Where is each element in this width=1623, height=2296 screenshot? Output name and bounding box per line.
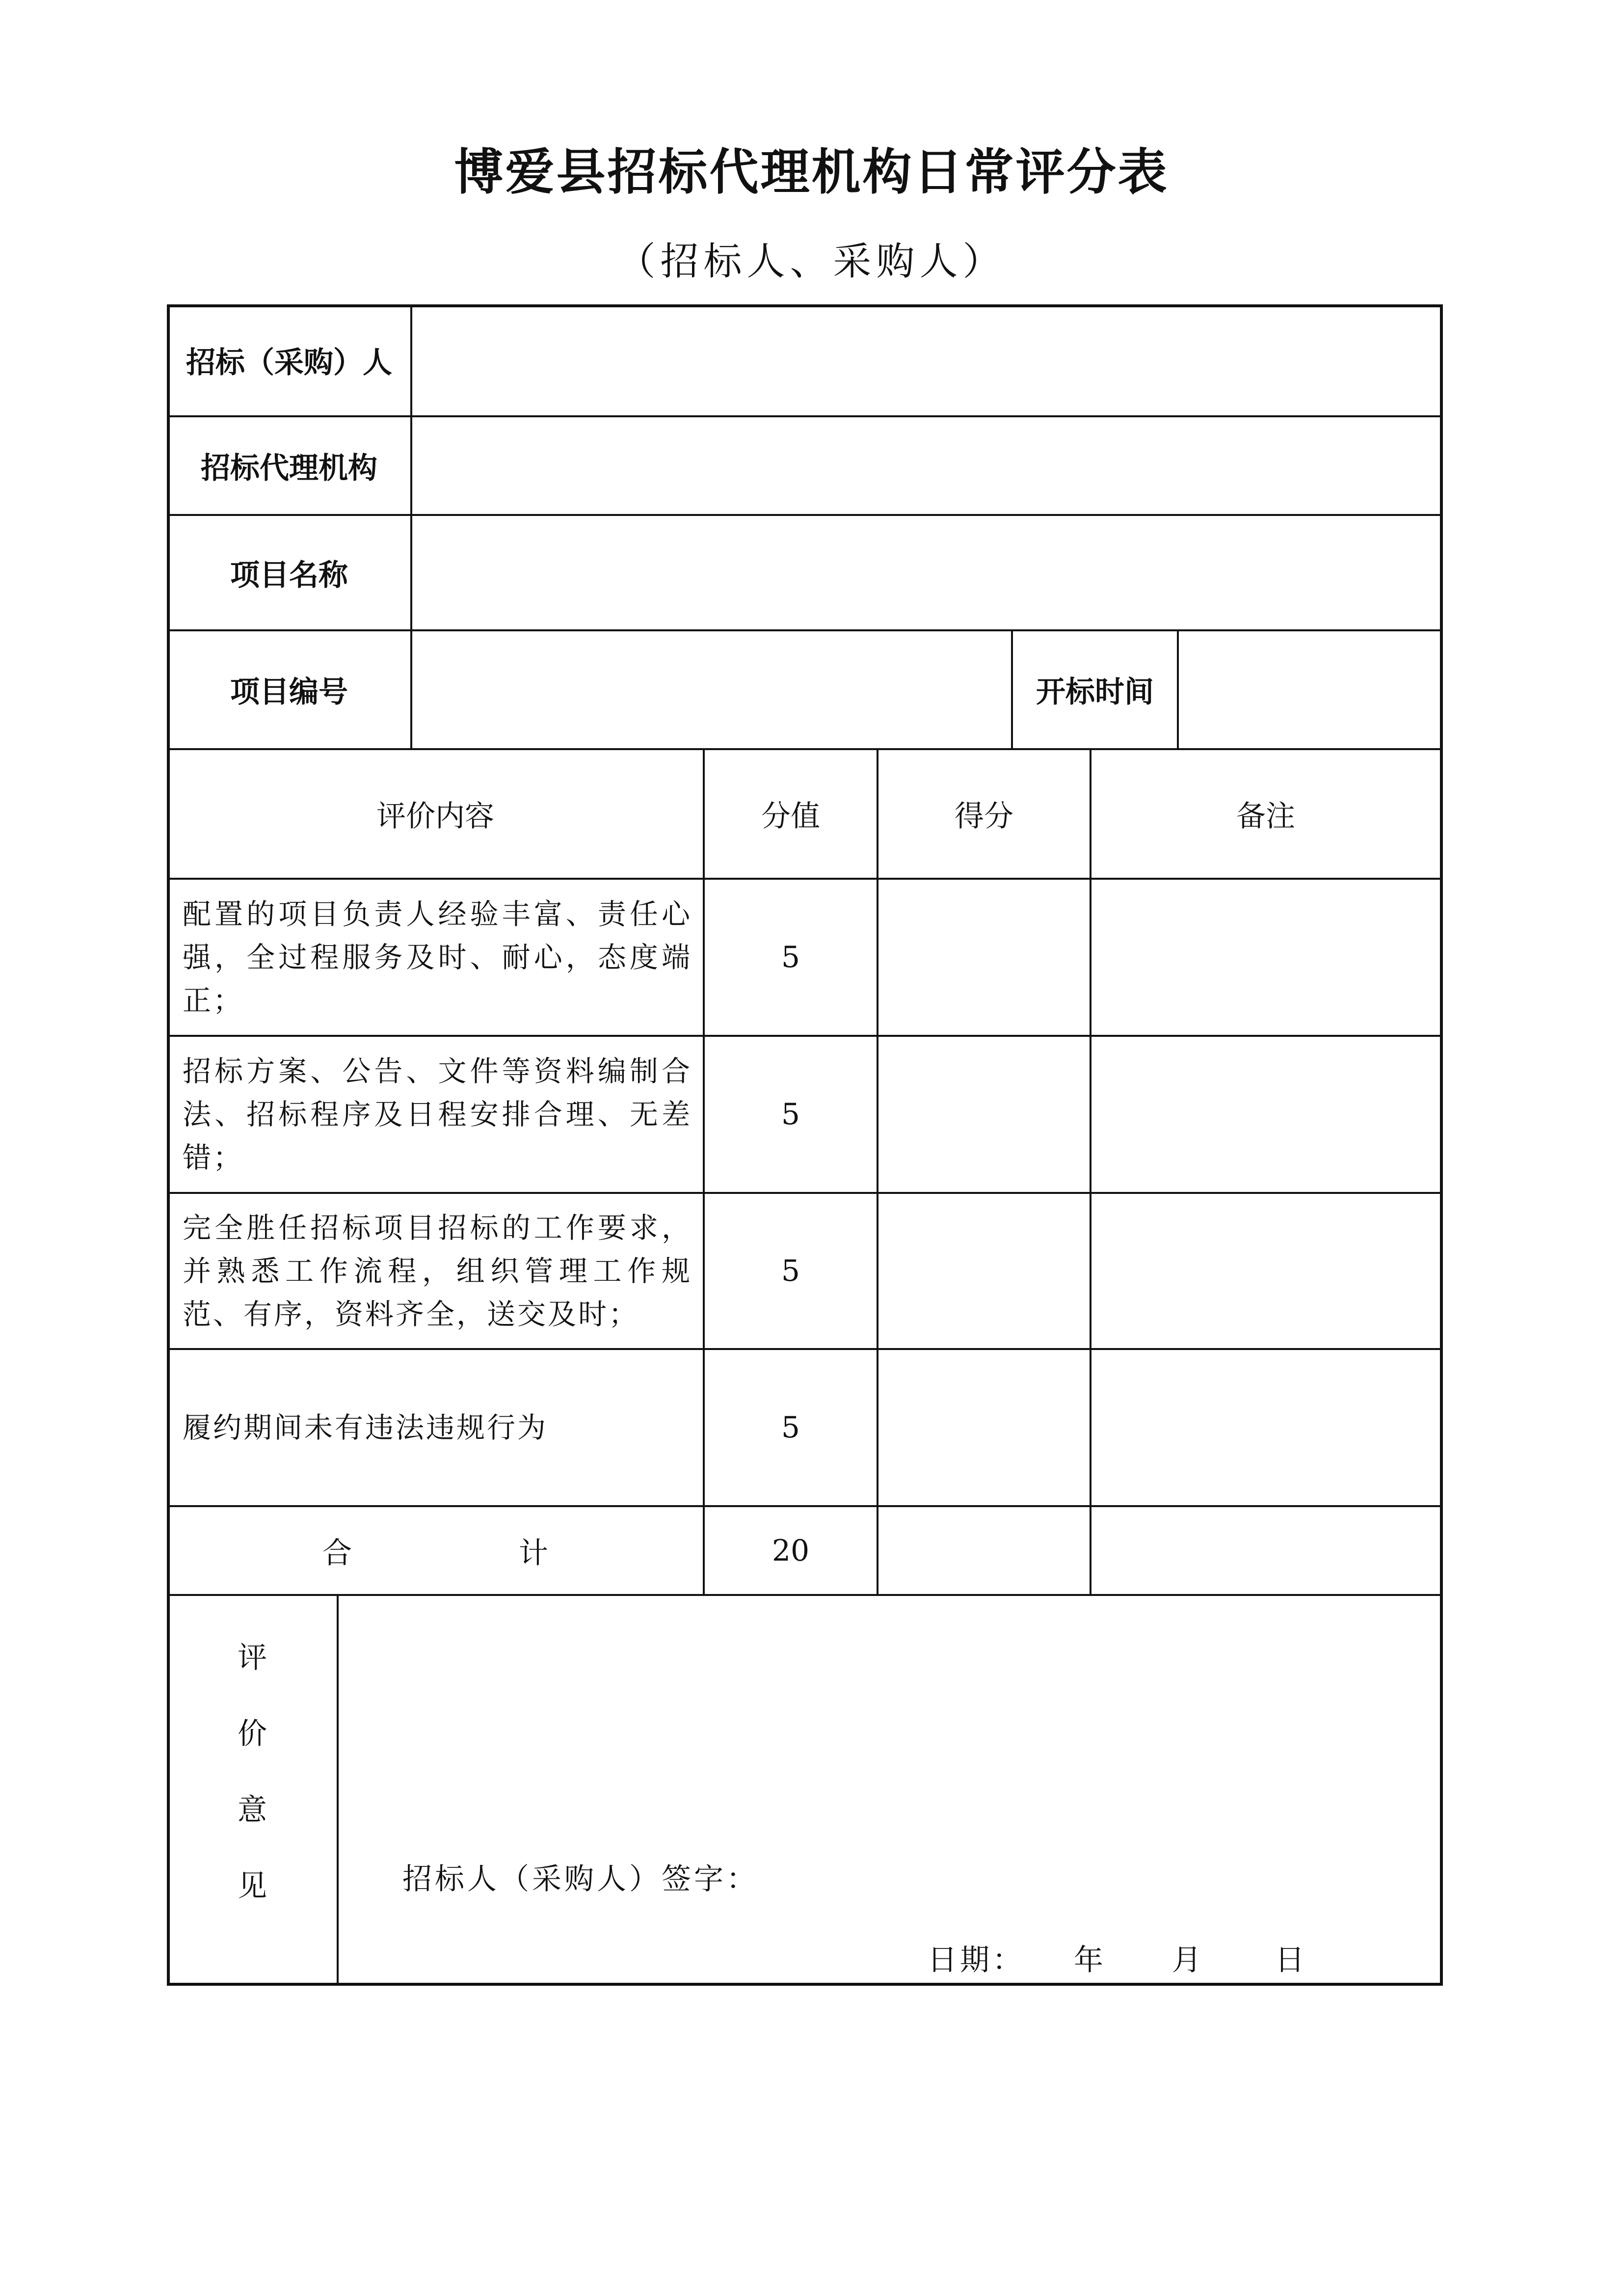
agency-field[interactable] <box>411 416 1442 515</box>
project-no-field[interactable] <box>411 630 1012 749</box>
criterion-4-score[interactable] <box>878 1349 1091 1506</box>
project-name-field[interactable] <box>411 515 1442 630</box>
date-month-label: 月 <box>1172 1943 1204 1977</box>
date-year-label: 年 <box>1074 1943 1106 1977</box>
total-label-left: 合 <box>322 1536 352 1570</box>
total-label-right: 计 <box>519 1536 548 1570</box>
criterion-1-note[interactable] <box>1091 879 1441 1036</box>
criterion-2-value: 5 <box>781 1097 800 1132</box>
evaluation-form <box>167 304 1443 1986</box>
header-score: 得分 <box>955 799 1013 834</box>
total-note[interactable] <box>1091 1506 1441 1595</box>
total-score[interactable] <box>878 1506 1091 1595</box>
opinion-char-4: 见 <box>238 1869 267 1903</box>
criterion-1-value: 5 <box>781 940 800 974</box>
criterion-3-score[interactable] <box>878 1193 1091 1349</box>
criterion-4-value: 5 <box>781 1410 800 1445</box>
opinion-field[interactable] <box>339 1595 1440 1870</box>
criterion-3-value: 5 <box>781 1254 800 1288</box>
agency-label: 招标代理机构 <box>201 451 377 486</box>
criterion-2-note[interactable] <box>1091 1036 1441 1193</box>
opinion-char-2: 价 <box>238 1717 267 1751</box>
criterion-1-score[interactable] <box>878 879 1091 1036</box>
tenderer-label: 招标（采购）人 <box>186 346 392 380</box>
criterion-1-content: 配置的项目负责人经验丰富、责任心强，全过程服务及时、耐心，态度端正； <box>183 897 692 1017</box>
opinion-label <box>167 1595 338 1983</box>
project-no-label: 项目编号 <box>230 675 348 709</box>
criterion-2-score[interactable] <box>878 1036 1091 1193</box>
header-content: 评价内容 <box>376 799 494 834</box>
date-day-label: 日 <box>1275 1943 1307 1977</box>
tenderer-field[interactable] <box>411 304 1442 416</box>
criterion-4-content: 履约期间未有违法违规行为 <box>183 1411 548 1444</box>
criterion-4-note[interactable] <box>1091 1349 1441 1506</box>
opinion-char-3: 意 <box>238 1793 267 1827</box>
criterion-3-note[interactable] <box>1091 1193 1441 1349</box>
date-label: 日期： <box>928 1943 1025 1977</box>
total-label <box>167 1506 704 1595</box>
bid-open-label: 开标时间 <box>1036 675 1154 709</box>
header-note: 备注 <box>1236 799 1295 834</box>
page-subtitle: （招标人、采购人） <box>617 240 1006 284</box>
criterion-2-content: 招标方案、公告、文件等资料编制合法、招标程序及日程安排合理、无差错； <box>183 1054 692 1174</box>
total-value: 20 <box>772 1533 810 1568</box>
criterion-3-content: 完全胜任招标项目招标的工作要求，并熟悉工作流程，组织管理工作规范、有序，资料齐全，送交及时； <box>183 1211 692 1331</box>
bid-open-field[interactable] <box>1178 630 1441 749</box>
header-value: 分值 <box>761 799 820 834</box>
project-name-label: 项目名称 <box>230 558 348 593</box>
page-title: 博爱县招标代理机构日常评分表 <box>454 143 1169 201</box>
opinion-char-1: 评 <box>238 1641 267 1675</box>
signature-label: 招标人（采购人）签字： <box>402 1862 759 1896</box>
